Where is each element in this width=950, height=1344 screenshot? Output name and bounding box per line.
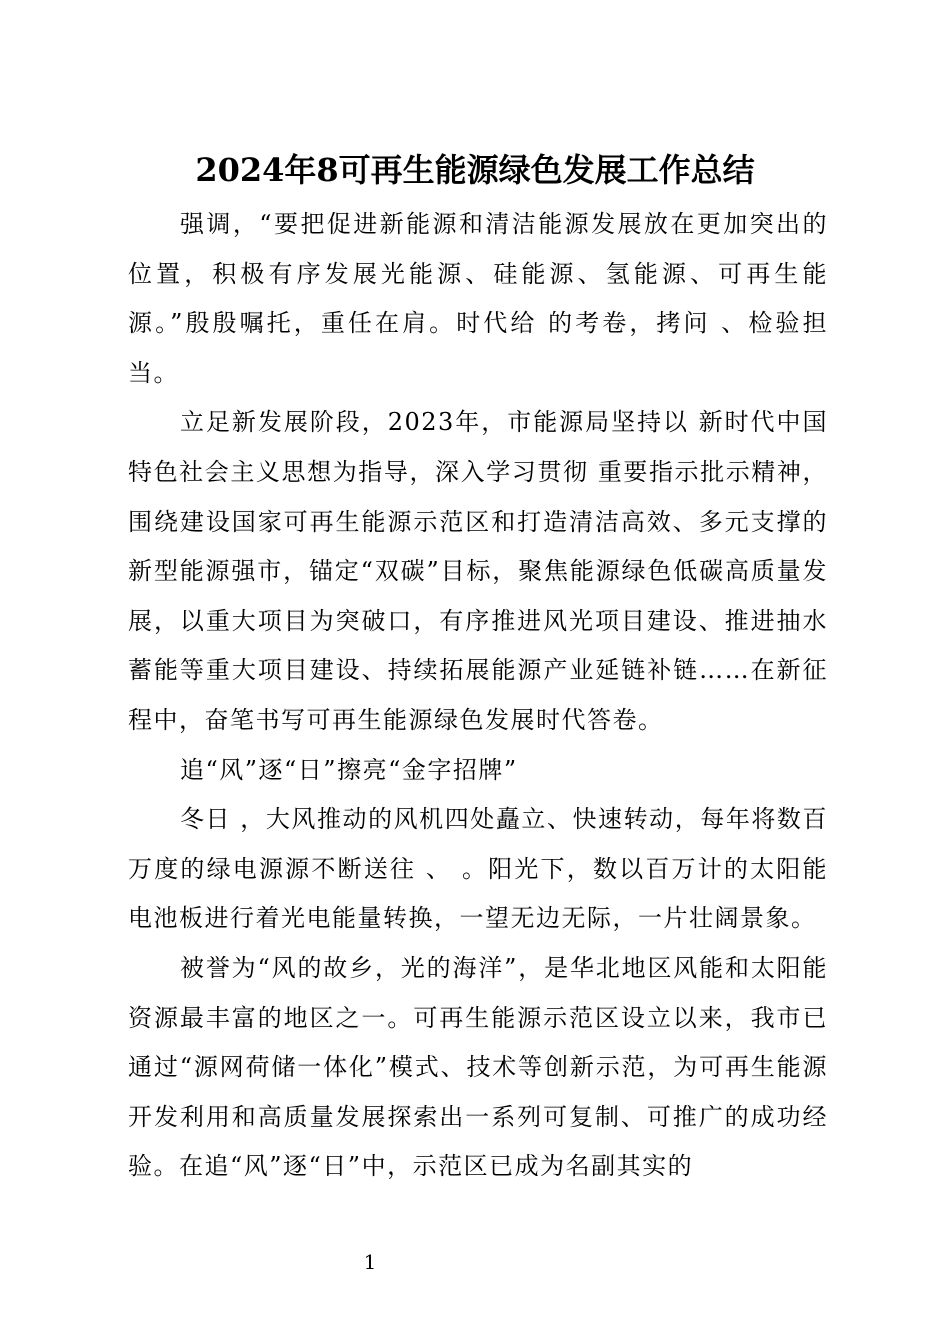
section-heading: 追“风”逐“日”擦亮“金字招牌”: [180, 755, 518, 784]
paragraph-4: 被誉为“风的故乡，光的海洋”，是华北地区风能和太阳能资源最丰富的地区之一。可再生能源示范区设立以来，我市已通过“源网荷储一体化”模式、技术等创新示范，为可再生能源开发利用和高质量发展探索出一系列可复制、可推广的成功经验。在追“风”逐“日”中，示范区已成为名副其实的: [128, 953, 828, 1181]
paragraph-1: 强调，“要把促进新能源和清洁能源发展放在更加突出的位置，积极有序发展光能源、硅能源、氢能源、可再生能源。”殷殷嘱托，重任在肩。时代给 的考卷，拷问 、检验担当。: [128, 210, 828, 387]
paragraph-3: 冬日 ，大风推动的风机四处矗立、快速转动，每年将数百万度的绿电源源不断送往 、 。阳光下，数以百万计的太阳能电池板进行着光电能量转换，一望无边无际，一片壮阔景象。: [128, 805, 828, 933]
paragraph-2: 立足新发展阶段，2023年，市能源局坚持以 新时代中国特色社会主义思想为指导，深入学习贯彻 重要指示批示精神，围绕建设国家可再生能源示范区和打造清洁高效、多元支撑的新型能源强市，锚定“双碳”目标，聚焦能源绿色低碳高质量发展，以重大项目为突破口，有序推进风光项目建设、推进抽水蓄能等重大项目建设、持续拓展能源产业延链补链……在新征程中，奋笔书写可再生能源绿色发展时代答卷。: [128, 408, 828, 734]
document-title: 2024年8可再生能源绿色发展工作总结: [195, 151, 755, 189]
page-number: 1: [363, 1250, 377, 1274]
document-body: [128, 200, 828, 1192]
